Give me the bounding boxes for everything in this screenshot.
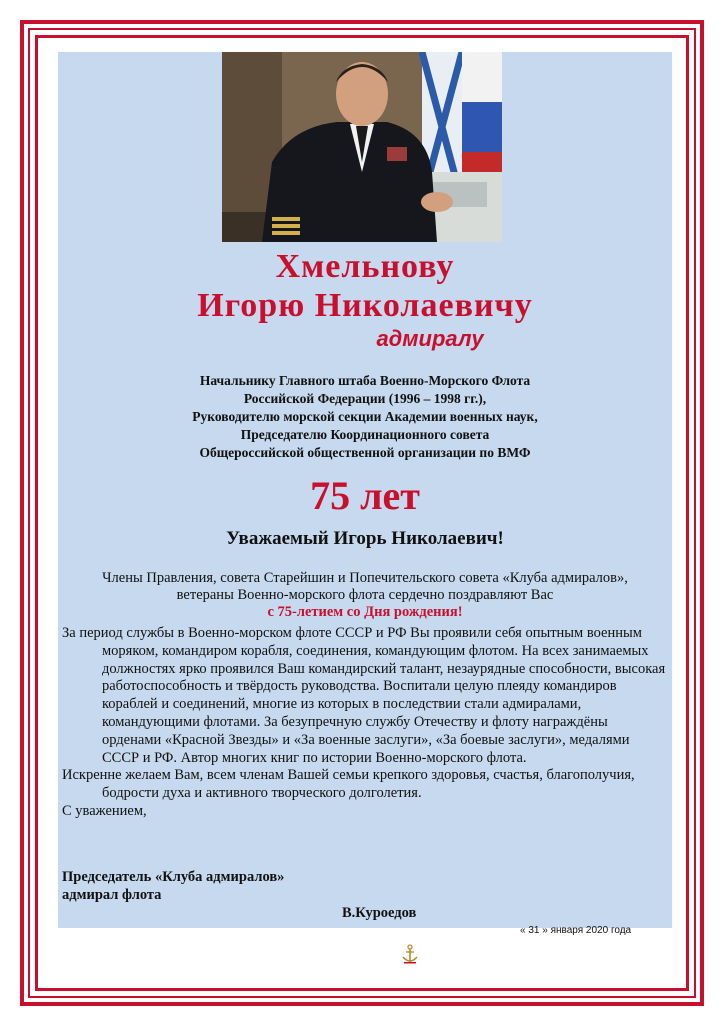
anniversary-heading: 75 лет	[310, 473, 420, 518]
signature-block	[62, 868, 284, 904]
intro-line: Члены Правления, совета Старейшин и Попечительского совета «Клуба адмиралов»,	[102, 570, 628, 586]
title-line: Руководителю морской секции Академии военных наук,	[192, 409, 538, 424]
recipient-given-names: Игорю Николаевичу	[197, 287, 533, 324]
closing-line: С уважением,	[62, 802, 147, 819]
intro-block	[58, 570, 672, 621]
signer-name: В.Куроедов	[342, 905, 417, 921]
recipient-surname: Хмельнову	[275, 248, 455, 285]
signer-position: Председатель «Клуба адмиралов»	[62, 869, 285, 885]
admiral-portrait-photo	[222, 52, 502, 242]
body-paragraph: За период службы в Военно-морском флоте СССР и РФ Вы проявили себя опытным военным моряком, командиром корабля, соединения, командующим флотом. На всех занимаемых должностях ярко проявился Ваш командирский талант, незаурядные способности, высокая работоспособность и твёрдость руководства. Воспитали целую плеяду командиров кораблей и соединений, многие из которых в последствии стали адмиралами, командующими флотами. За безупречную службу Отечеству и флоту награждёны орденами «Красной Звезды» и «За военные заслуги», «За боевые заслуги», медалями СССР и РФ. Автор многих книг по истории Военно-морского флота.	[62, 625, 666, 766]
letter-body	[62, 625, 670, 821]
title-line: Российской Федерации (1996 – 1998 гг.),	[243, 391, 487, 406]
body-paragraph: Искренне желаем Вам, всем членам Вашей семьи крепкого здоровья, счастья, благополучия, бодрости духа и активного творческого долголетия.	[62, 767, 635, 802]
recipient-titles	[58, 372, 672, 462]
intro-line: ветераны Военно-морского флота сердечно поздравляют Вас	[176, 587, 554, 603]
signer-rank: адмирал флота	[62, 887, 162, 903]
title-line: Начальнику Главного штаба Военно-Морского Флота	[199, 373, 531, 388]
greeting: Уважаемый Игорь Николаевич!	[226, 528, 504, 549]
title-line: Председателю Координационного совета	[240, 427, 490, 442]
anchor-icon	[401, 944, 419, 964]
title-line: Общероссийской общественной организации по ВМФ	[199, 445, 531, 460]
recipient-rank: адмиралу	[376, 326, 484, 351]
letter-date: « 31 » января 2020 года	[520, 925, 632, 936]
congratulation-highlight: с 75-летием со Дня рождения!	[267, 604, 463, 620]
